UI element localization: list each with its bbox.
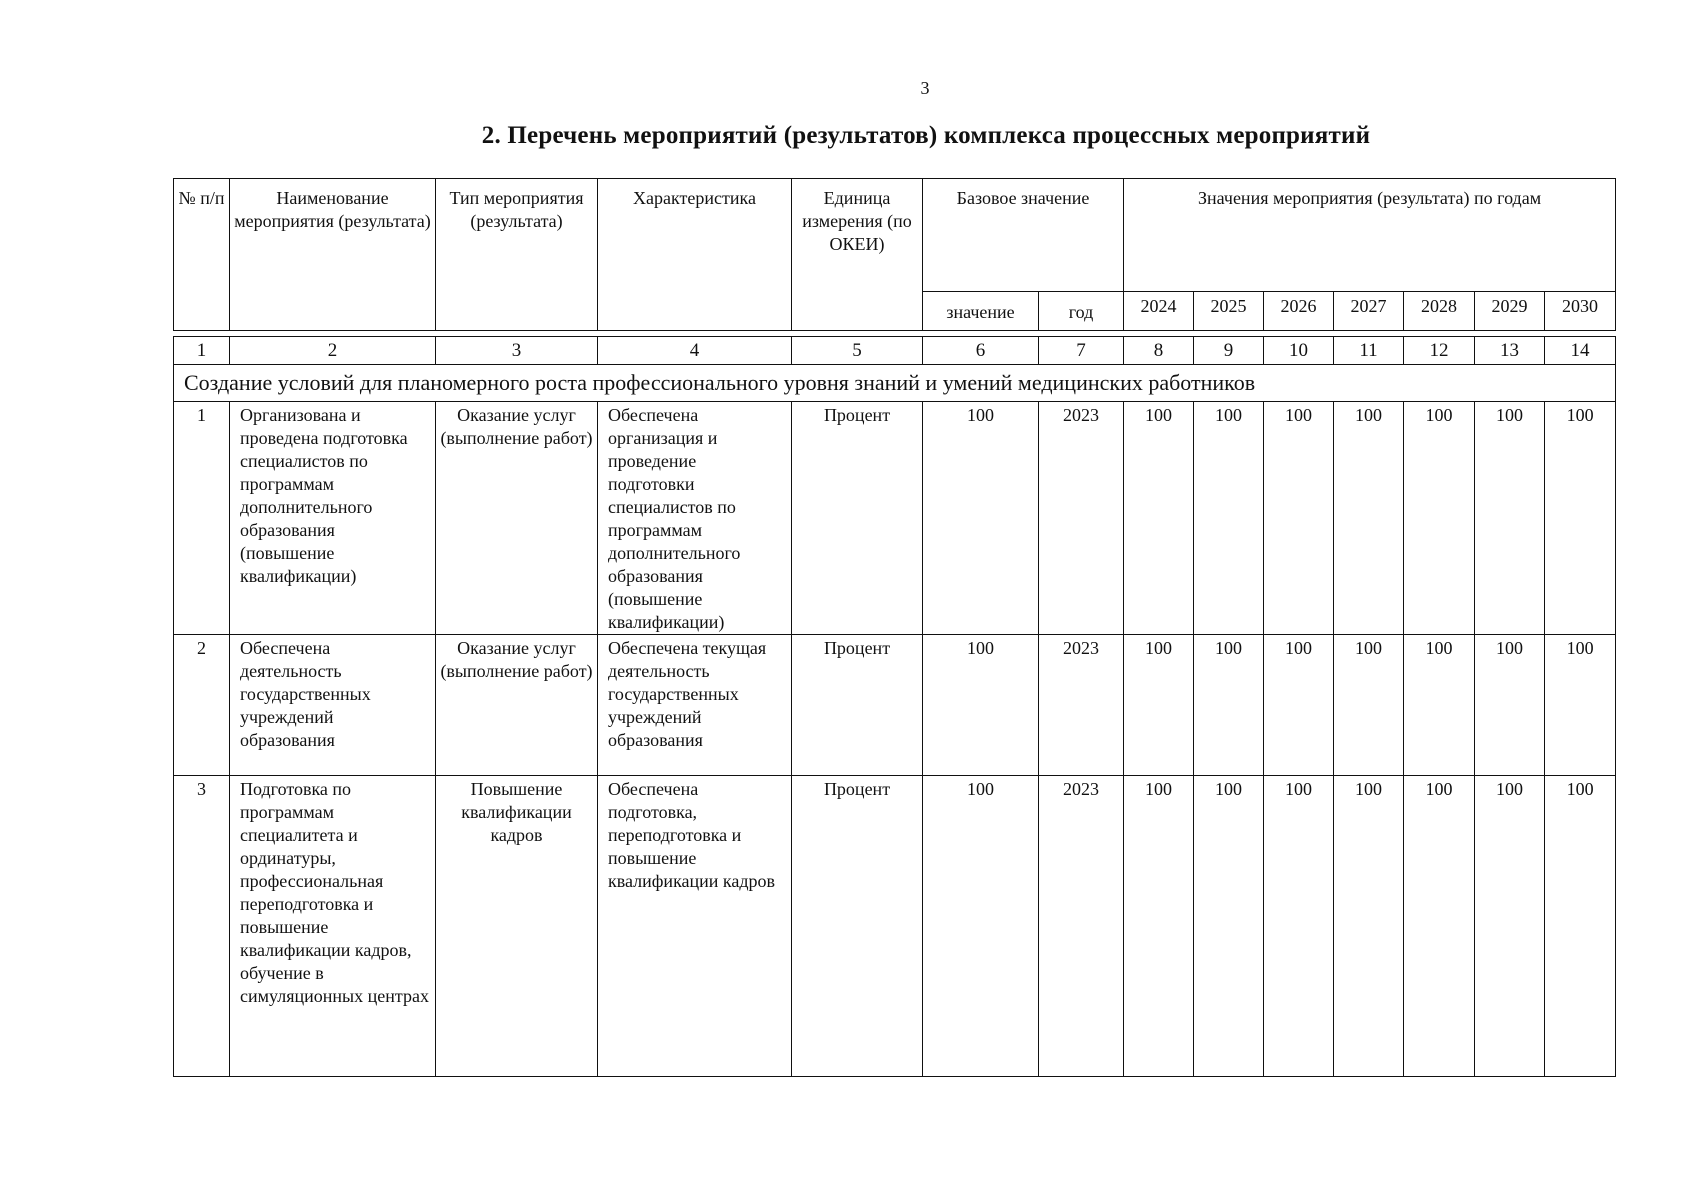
row-value: 100: [1194, 776, 1264, 1077]
column-number: 1: [174, 337, 230, 365]
row-base-value: 100: [923, 402, 1039, 635]
row-value: 100: [1545, 402, 1616, 635]
row-value: 100: [1545, 635, 1616, 776]
row-characteristic: Обеспечена организация и проведение подготовки специалистов по программам дополнительного образования (повышение квалификации): [598, 402, 792, 635]
row-value: 100: [1475, 402, 1545, 635]
row-value: 100: [1264, 776, 1334, 1077]
header-table: [173, 178, 1616, 331]
table-row: [174, 402, 1616, 635]
row-base-value: 100: [923, 776, 1039, 1077]
table-row: [174, 635, 1616, 776]
row-value: 100: [1334, 402, 1404, 635]
row-value: 100: [1194, 402, 1264, 635]
column-number: 6: [923, 337, 1039, 365]
row-value: 100: [1264, 635, 1334, 776]
row-value: 100: [1545, 776, 1616, 1077]
column-number: 7: [1039, 337, 1124, 365]
column-number: 5: [792, 337, 923, 365]
header-year: 2024: [1124, 292, 1194, 331]
header-year: 2026: [1264, 292, 1334, 331]
row-value: 100: [1124, 402, 1194, 635]
header-characteristic: Характеристика: [598, 179, 792, 331]
row-value: 100: [1264, 402, 1334, 635]
header-num: № п/п: [174, 179, 230, 331]
row-value: 100: [1124, 635, 1194, 776]
row-value: 100: [1334, 635, 1404, 776]
header-type: Тип мероприятия (результата): [436, 179, 598, 331]
page-number: 3: [920, 78, 930, 98]
row-characteristic: Обеспечена подготовка, переподготовка и повышение квалификации кадров: [598, 776, 792, 1077]
row-value: 100: [1194, 635, 1264, 776]
row-value: 100: [1124, 776, 1194, 1077]
header-year: 2028: [1404, 292, 1475, 331]
column-number: 13: [1475, 337, 1545, 365]
row-num: 2: [174, 635, 230, 776]
column-number: 4: [598, 337, 792, 365]
header-base: Базовое значение: [923, 179, 1124, 292]
header-unit: Единица измерения (по ОКЕИ): [792, 179, 923, 331]
header-year: 2030: [1545, 292, 1616, 331]
header-base-value: значение: [923, 292, 1039, 331]
row-value: 100: [1404, 776, 1475, 1077]
document-title: 2. Перечень мероприятий (результатов) комплекса процессных мероприятий: [481, 122, 1371, 149]
column-number: 8: [1124, 337, 1194, 365]
activities-table: [173, 364, 1616, 1077]
row-type: Оказание услуг (выполнение работ): [436, 402, 598, 635]
row-unit: Процент: [792, 776, 923, 1077]
header-name: Наименование мероприятия (результата): [230, 179, 436, 331]
row-unit: Процент: [792, 402, 923, 635]
column-number: 12: [1404, 337, 1475, 365]
header-year: 2027: [1334, 292, 1404, 331]
row-name: Обеспечена деятельность государственных учреждений образования: [230, 635, 436, 776]
row-base-value: 100: [923, 635, 1039, 776]
row-base-year: 2023: [1039, 776, 1124, 1077]
row-base-year: 2023: [1039, 635, 1124, 776]
column-number: 9: [1194, 337, 1264, 365]
row-base-year: 2023: [1039, 402, 1124, 635]
header-by-years: Значения мероприятия (результата) по годам: [1124, 179, 1616, 292]
row-value: 100: [1475, 776, 1545, 1077]
table-row: [174, 776, 1616, 1077]
row-num: 1: [174, 402, 230, 635]
row-name: Организована и проведена подготовка специалистов по программам дополнительного образования (повышение квалификации): [230, 402, 436, 635]
header-base-year: год: [1039, 292, 1124, 331]
row-value: 100: [1404, 635, 1475, 776]
row-name: Подготовка по программам специалитета и ординатуры, профессиональная переподготовка и повышение квалификации кадров, обучение в симуляционных центрах: [230, 776, 436, 1077]
column-number: 3: [436, 337, 598, 365]
header-year: 2029: [1475, 292, 1545, 331]
column-number: 10: [1264, 337, 1334, 365]
row-type: Оказание услуг (выполнение работ): [436, 635, 598, 776]
column-number: 11: [1334, 337, 1404, 365]
row-value: 100: [1475, 635, 1545, 776]
row-value: 100: [1404, 402, 1475, 635]
row-num: 3: [174, 776, 230, 1077]
column-number: 14: [1545, 337, 1616, 365]
row-characteristic: Обеспечена текущая деятельность государственных учреждений образования: [598, 635, 792, 776]
row-unit: Процент: [792, 635, 923, 776]
column-number: 2: [230, 337, 436, 365]
header-year: 2025: [1194, 292, 1264, 331]
row-type: Повышение квалификации кадров: [436, 776, 598, 1077]
section-title: Создание условий для планомерного роста профессионального уровня знаний и умений медицинских работников: [174, 365, 1616, 402]
row-value: 100: [1334, 776, 1404, 1077]
column-numbers-table: [173, 336, 1616, 365]
